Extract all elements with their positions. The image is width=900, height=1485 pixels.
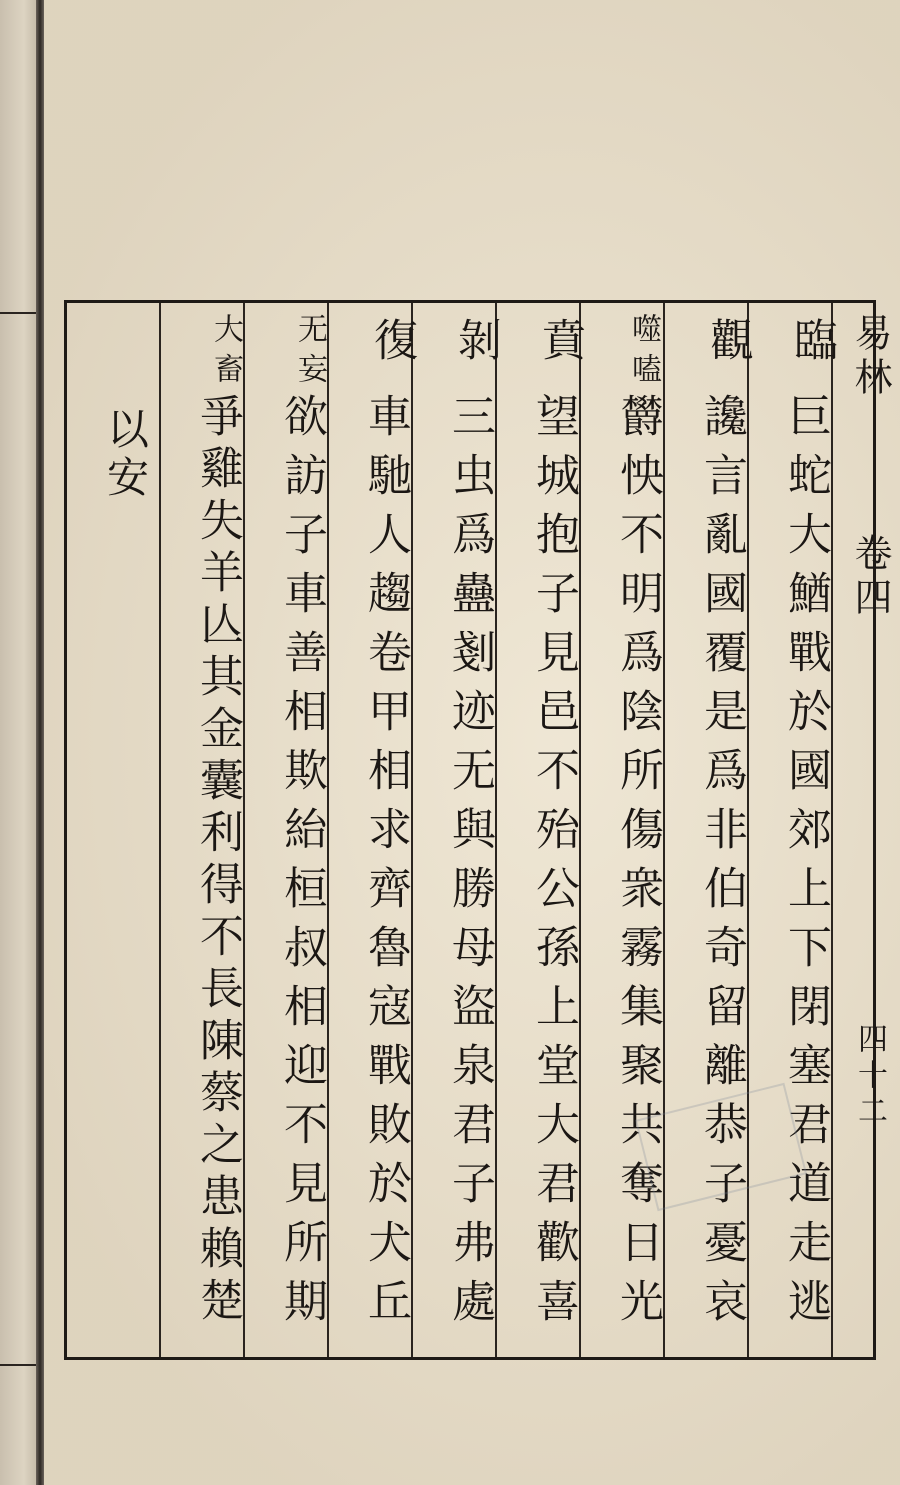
verse-text: 爭雞失羊亾其金囊利得不長陳蔡之患賴楚 [192,393,243,1329]
verse-continuation: 以安 [101,407,150,503]
hexagram-heading: 噬嗑 [626,313,661,393]
verse-text: 讒言亂國覆是爲非伯奇留離恭子憂哀 [696,393,747,1337]
folio-leaf: 四十二 [852,1023,887,1131]
column-divider [159,303,161,1357]
verse-text: 欲訪子車善相欺紿桓叔相迎不見所期 [276,393,327,1337]
column-divider [495,303,497,1357]
folio-title: 易林 [848,313,892,401]
verse-text: 車馳人趨卷甲相求齊魯寇戰敗於犬丘 [360,393,411,1337]
folio-fascicle: 卷四 [848,533,892,621]
facing-page-border [0,312,40,1366]
book-gutter [36,0,44,1485]
column-divider [831,303,833,1357]
hexagram-heading: 无妄 [292,313,327,393]
verse-text: 望城抱子見邑不殆公孫上堂大君歡喜 [528,393,579,1337]
column-divider [579,303,581,1357]
hexagram-heading: 臨 [786,317,837,375]
hexagram-heading: 剝 [450,317,501,375]
book-page [44,0,900,1485]
verse-text: 巨蛇大鰌戰於國郊上下閉塞君道走逃 [780,393,831,1337]
hexagram-heading: 觀 [702,317,753,375]
hexagram-heading: 復 [366,317,417,375]
column-divider [747,303,749,1357]
column-divider [327,303,329,1357]
hexagram-heading: 大畜 [208,313,243,393]
text-frame [64,300,892,1360]
column-divider [243,303,245,1357]
facing-page-edge [0,0,40,1485]
hexagram-heading: 賁 [534,317,585,375]
column-divider [411,303,413,1357]
verse-text: 三虫爲蠱剗迹无與勝母盜泉君子弗處 [444,393,495,1337]
verse-text: 欝怏不明爲陰所傷衆霧集聚共奪日光 [612,393,663,1337]
